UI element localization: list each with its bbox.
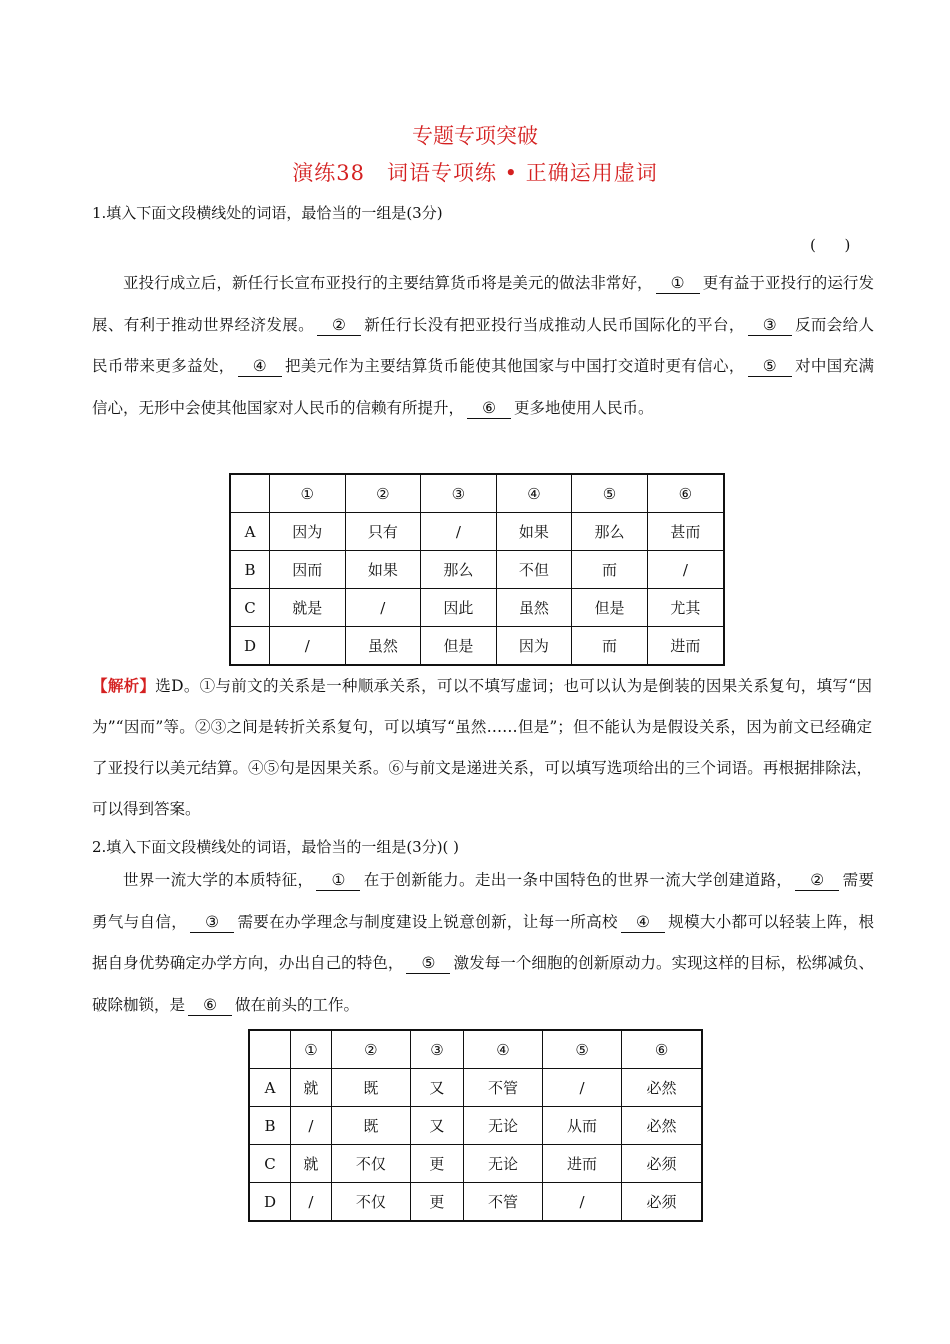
blank-6: ⑥ [467,398,511,419]
blank-1: ① [316,870,360,891]
table-row: A 因为 只有 / 如果 那么 甚而 [230,513,724,551]
blank-5: ⑤ [406,953,450,974]
answer-paren: ( ) [810,236,851,254]
table-row: C 就 不仅 更 无论 进而 必须 [249,1145,702,1183]
blank-6: ⑥ [188,995,232,1016]
table-header-row: ① ② ③ ④ ⑤ ⑥ [230,474,724,513]
blank-4: ④ [238,356,282,377]
question-2-stem: 2.填入下面文段横线处的词语，最恰当的一组是(3分)( ) [92,838,460,856]
table-row: D / 虽然 但是 因为 而 进而 [230,627,724,666]
blank-2: ② [795,870,839,891]
blank-5: ⑤ [748,356,792,377]
question-1-stem: 1.填入下面文段横线处的词语，最恰当的一组是(3分) [92,204,443,222]
table-row: D / 不仅 更 不管 / 必须 [249,1183,702,1222]
table-row: B 因而 如果 那么 不但 而 / [230,551,724,589]
table-row: C 就是 / 因此 虽然 但是 尤其 [230,589,724,627]
blank-3: ③ [190,912,234,933]
question-2-passage: 世界一流大学的本质特征， ① 在于创新能力。走出一条中国特色的世界一流大学创建道路， ② 需要勇气与自信， ③ 需要在办学理念与制度建设上锐意创新，让每一所高校 ④ 规模大小都可以轻装上阵，根据自身优势确定办学方向，办出自己的特色， ⑤ 激发每一个细胞的创新原动力。实现这样的目标，松绑减负、破除枷锁，是 ⑥ 做在前头的工作。 [92,871,874,1014]
page-title: 专题专项突破 [412,124,538,148]
blank-2: ② [317,315,361,336]
options-table-1 [229,473,725,666]
analysis-tag: 【解析】 [92,676,156,695]
options-table-2 [248,1029,703,1222]
table-row: B / 既 又 无论 从而 必然 [249,1107,702,1145]
analysis-text: 选D。①与前文的关系是一种顺承关系，可以不填写虚词；也可以认为是倒装的因果关系复句，填写“因为”“因而”等。②③之间是转折关系复句，可以填写“虽然……但是”；但不能认为是假设关系，因为前文已经确定了亚投行以美元结算。④⑤句是因果关系。⑥与前文是递进关系，可以填写选项给出的三个词语。再根据排除法，可以得到答案。 [92,677,872,818]
blank-4: ④ [621,912,665,933]
blank-1: ① [656,273,700,294]
table-header-row: ① ② ③ ④ ⑤ ⑥ [249,1030,702,1069]
question-1-passage: 亚投行成立后，新任行长宣布亚投行的主要结算货币将是美元的做法非常好， ① 更有益于亚投行的运行发展、有利于推动世界经济发展。 ② 新任行长没有把亚投行当成推动人民币国际化的平台， ③ 反而会给人民币带来更多益处， ④ 把美元作为主要结算货币能使其他国家与中国打交道时更有信心， ⑤ 对中国充满信心，无形中会使其他国家对人民币的信赖有所提升， ⑥ 更多地使用人民币。 [92,274,874,417]
table-row: A 就 既 又 不管 / 必然 [249,1069,702,1107]
analysis-paragraph [92,665,872,830]
blank-3: ③ [748,315,792,336]
page-subtitle: 演练38 词语专项练 • 正确运用虚词 [292,161,658,185]
